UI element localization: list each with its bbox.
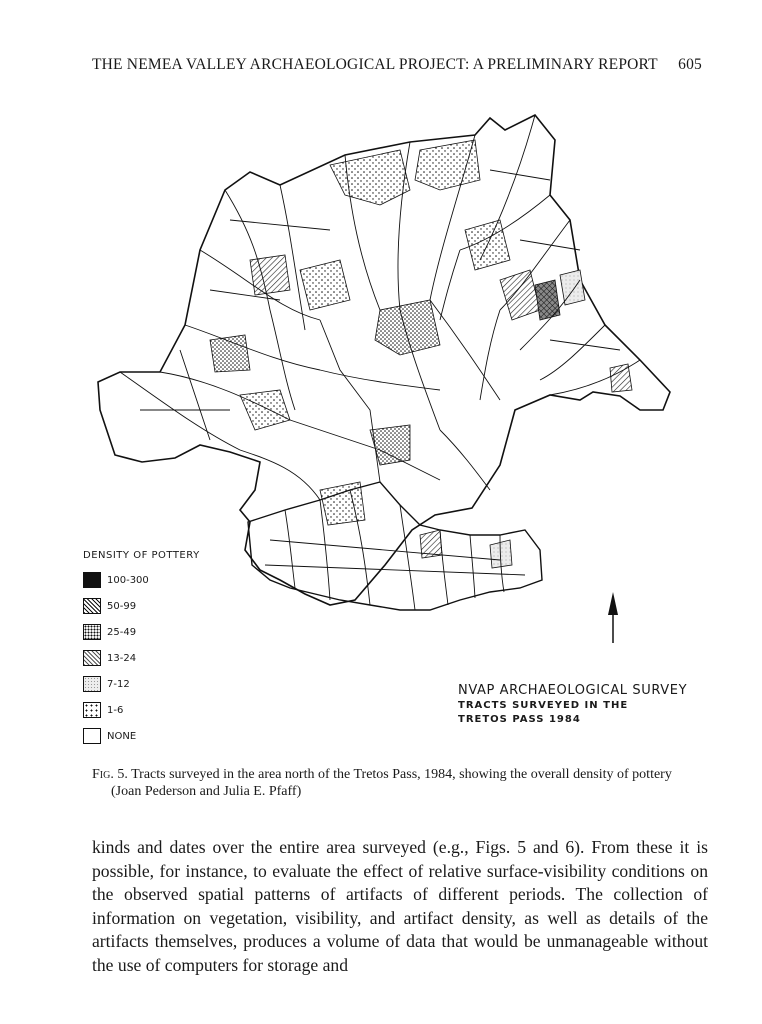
figure-caption — [92, 766, 706, 800]
legend-item — [83, 567, 243, 593]
legend-swatch — [83, 676, 101, 692]
legend-swatch — [83, 702, 101, 718]
legend-item — [83, 697, 243, 723]
legend-item — [83, 723, 243, 749]
legend-item — [83, 619, 243, 645]
legend-label: 50-99 — [107, 600, 137, 612]
legend-item — [83, 671, 243, 697]
legend-label: 25-49 — [107, 626, 137, 638]
map-title: NVAP ARCHAEOLOGICAL SURVEY — [458, 683, 688, 698]
tract-dense — [610, 364, 632, 392]
tract-dense — [210, 335, 250, 372]
map-legend — [83, 550, 243, 749]
legend-swatch — [83, 598, 101, 614]
running-head-title: THE NEMEA VALLEY ARCHAEOLOGICAL PROJECT: A PRELIMINARY REPORT — [92, 56, 658, 73]
legend-label: NONE — [107, 730, 137, 742]
legend-swatch — [83, 650, 101, 666]
legend-label: 100-300 — [107, 574, 149, 586]
tract-dense — [560, 270, 585, 305]
body-text — [92, 836, 708, 977]
legend-label: 13-24 — [107, 652, 137, 664]
legend-title: DENSITY OF POTTERY — [83, 550, 200, 561]
caption-line1: Tracts surveyed in the area north of the Tretos Pass, 1984, showing the overall density of pottery — [131, 767, 672, 782]
legend-swatch — [83, 572, 101, 588]
tract-dense — [535, 280, 560, 320]
legend-label: 1-6 — [107, 704, 124, 716]
north-arrow-icon — [608, 592, 618, 643]
body-paragraph: kinds and dates over the entire area surveyed (e.g., Figs. 5 and 6). From these it is possible, for instance, to evaluate the effect of relative surface-visibility conditions on the observed spatial patterns of artifacts of different periods. The collection of information on vegetation, visibility, and artifact density, as well as details of the artifacts themselves, produces a volume of data that would be unmanageable without the use of computers for storage and — [92, 837, 708, 975]
tract-dense — [250, 255, 290, 295]
caption-line2: (Joan Pederson and Julia E. Pfaff) — [111, 784, 302, 799]
map-subtitle-line2: TRETOS PASS 1984 — [458, 714, 581, 725]
figure-label: Fig. 5. — [92, 767, 128, 782]
running-head — [92, 56, 702, 74]
legend-swatch — [83, 728, 101, 744]
map-subtitle-line1: TRACTS SURVEYED IN THE — [458, 700, 629, 711]
legend-label: 7-12 — [107, 678, 130, 690]
page-number: 605 — [678, 56, 702, 73]
legend-item — [83, 593, 243, 619]
legend-swatch — [83, 624, 101, 640]
legend-item — [83, 645, 243, 671]
